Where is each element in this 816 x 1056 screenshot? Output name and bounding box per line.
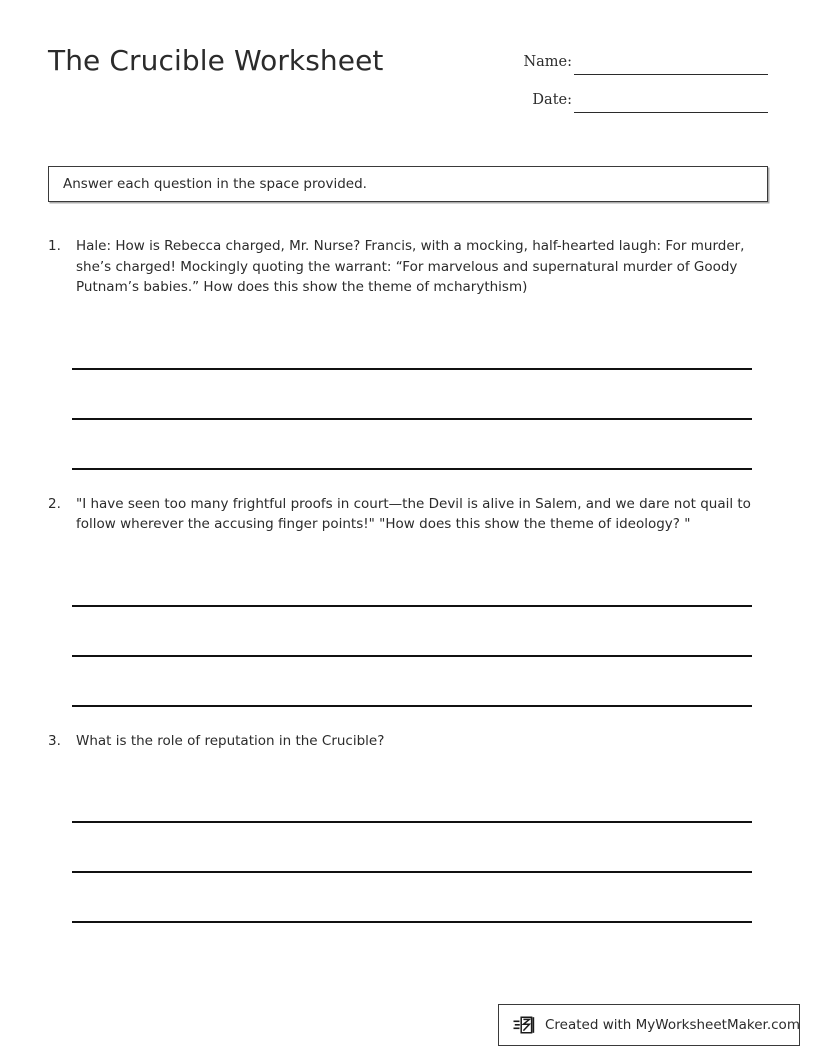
date-field-input[interactable] <box>574 112 768 113</box>
page-title: The Crucible Worksheet <box>48 44 384 77</box>
answer-line[interactable] <box>72 420 752 470</box>
question-3-heading <box>48 731 768 752</box>
instruction-box <box>48 166 768 202</box>
footer-attribution-badge[interactable] <box>498 1004 800 1046</box>
name-field-label: Name: <box>523 54 572 70</box>
answer-line[interactable] <box>72 823 752 873</box>
date-field-row <box>516 88 768 126</box>
name-field-row <box>516 50 768 88</box>
question-3-number: 3. <box>48 732 61 749</box>
answer-line[interactable] <box>72 773 752 823</box>
question-item-1 <box>48 236 768 470</box>
questions-list <box>48 236 768 923</box>
question-2-answer-area[interactable] <box>48 535 768 707</box>
question-1-answer-area[interactable] <box>48 298 768 470</box>
question-2-heading <box>48 494 768 535</box>
answer-line[interactable] <box>72 657 752 707</box>
answer-line[interactable] <box>72 873 752 923</box>
instruction-text: Answer each question in the space provided. <box>63 176 367 192</box>
name-field-input[interactable] <box>574 74 768 75</box>
question-3-text: What is the role of reputation in the Crucible? <box>76 732 385 749</box>
question-spacer <box>48 707 768 731</box>
question-1-text: Hale: How is Rebecca charged, Mr. Nurse? Francis, with a mocking, half-hearted laugh: For murder, she’s charged! Mockingly quoting the warrant: “For marvelous and supernatural murder of Goody Putnam’s babies.” How does this show the theme of mcharythism) <box>76 238 745 295</box>
answer-line[interactable] <box>72 320 752 370</box>
question-item-2 <box>48 494 768 707</box>
question-1-number: 1. <box>48 238 61 254</box>
answer-line[interactable] <box>72 557 752 607</box>
answer-line[interactable] <box>72 370 752 420</box>
answer-line[interactable] <box>72 607 752 657</box>
question-spacer <box>48 470 768 494</box>
footer-attribution-text: Created with MyWorksheetMaker.com <box>545 1017 800 1033</box>
question-3-answer-area[interactable] <box>48 751 768 923</box>
date-field-label: Date: <box>532 92 572 108</box>
question-item-3 <box>48 731 768 924</box>
worksheet-header <box>48 44 768 122</box>
student-info-fields <box>516 50 768 126</box>
worksheet-maker-logo-icon <box>513 1013 537 1037</box>
question-1-heading <box>48 236 768 298</box>
question-2-text: "I have seen too many frightful proofs in court—the Devil is alive in Salem, and we dare not quail to follow wherever the accusing finger points!" "How does this show the theme of ideology? " <box>76 495 751 532</box>
question-2-number: 2. <box>48 495 61 512</box>
